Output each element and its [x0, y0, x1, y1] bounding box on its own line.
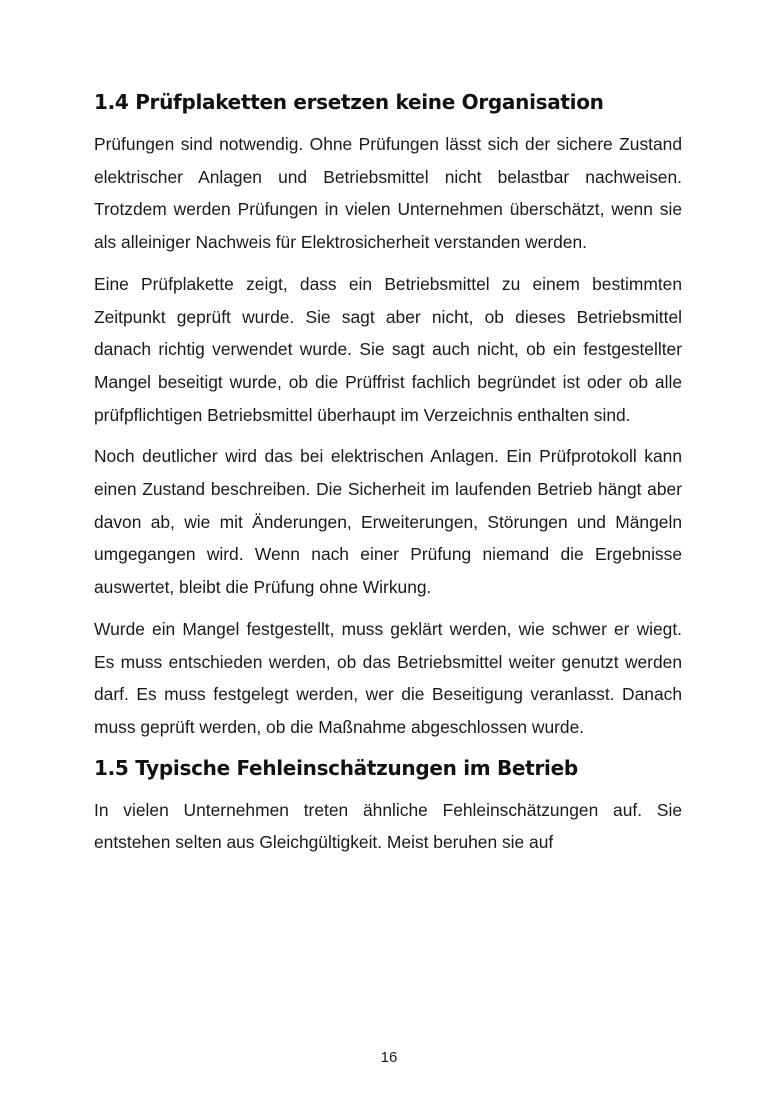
body-paragraph: Eine Prüfplakette zeigt, dass ein Betriebsmittel zu einem bestimmten Zeitpunkt geprüft wurde. Sie sagt aber nicht, ob dieses Betriebsmittel danach richtig verwendet wurde. Sie sagt auch nicht, ob ein festgestellter Mangel beseitigt wurde, ob die Prüffrist fachlich begründet ist oder ob alle prüfpflichtigen Betriebsmittel überhaupt im Verzeichnis enthalten sind.	[94, 273, 682, 425]
section-heading: 1.5 Typische Fehleinschätzungen im Betrieb	[94, 755, 578, 780]
document-page	[94, 88, 682, 868]
body-paragraph: In vielen Unternehmen treten ähnliche Fehleinschätzungen auf. Sie entstehen selten aus Gleichgültigkeit. Meist beruhen sie auf	[94, 799, 682, 853]
page-number: 16	[380, 1049, 398, 1066]
body-paragraph: Wurde ein Mangel festgestellt, muss geklärt werden, wie schwer er wiegt. Es muss entschieden werden, ob das Betriebsmittel weiter genutzt werden darf. Es muss festgelegt werden, wer die Beseitigung veranlasst. Danach muss geprüft werden, ob die Maßnahme abgeschlossen wurde.	[94, 618, 682, 737]
body-paragraph: Prüfungen sind notwendig. Ohne Prüfungen lässt sich der sichere Zustand elektrischer Anlagen und Betriebsmittel nicht belastbar nachweisen. Trotzdem werden Prüfungen in vielen Unternehmen überschätzt, wenn sie als alleiniger Nachweis für Elektrosicherheit verstanden werden.	[94, 134, 682, 253]
section-heading: 1.4 Prüfplaketten ersetzen keine Organisation	[94, 90, 604, 114]
body-paragraph: Noch deutlicher wird das bei elektrischen Anlagen. Ein Prüfprotokoll kann einen Zustand beschreiben. Die Sicherheit im laufenden Betrieb hängt aber davon ab, wie mit Änderungen, Erweiterungen, Störungen und Mängeln umgegangen wird. Wenn nach einer Prüfung niemand die Ergebnisse auswertet, bleibt die Prüfung ohne Wirkung.	[94, 446, 682, 598]
